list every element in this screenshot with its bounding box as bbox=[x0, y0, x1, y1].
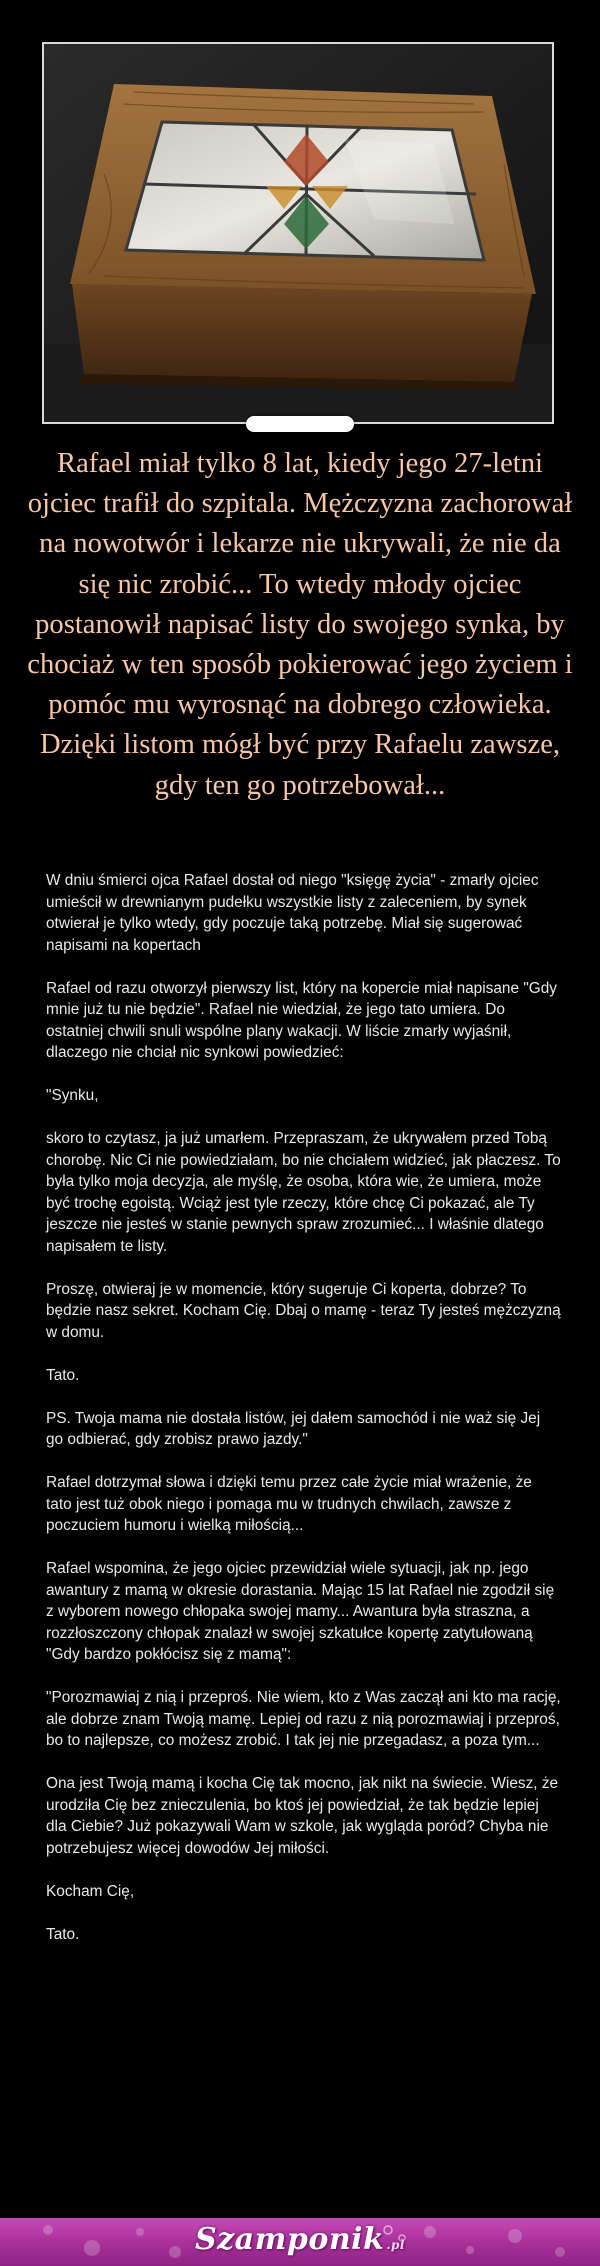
image-slider-indicator bbox=[246, 416, 354, 432]
site-logo[interactable] bbox=[0, 2222, 600, 2257]
article-paragraph: Tato. bbox=[46, 1366, 80, 1384]
article-paragraph: Kocham Cię, bbox=[46, 1882, 135, 1900]
article-paragraph: PS. Twoja mama nie dostała listów, jej dałem samochód i nie waż się Jej go odbierać, gdy zrobisz prawo jazdy." bbox=[46, 1409, 541, 1448]
site-logo-text: Szamponik bbox=[194, 2222, 385, 2257]
footer-banner[interactable] bbox=[0, 2218, 600, 2266]
article-paragraph: Rafael od razu otworzył pierwszy list, który na kopercie miał napisane "Gdy mnie już tu nie będzie". Rafael nie wiedział, że jego tato umiera. Do ostatniej chwili snuli wspólne plany wakacji. W liście zmarły wyjaśnił, dlaczego nie chciał nic synkowi powiedzieć: bbox=[46, 979, 558, 1061]
article-paragraph: "Porozmawiaj z nią i przeproś. Nie wiem, kto z Was zaczął ani kto ma rację, ale dobrze znam Twoją mamę. Lepiej od razu z nią porozmawiaj i przeproś, bo to najlepsze, co możesz zrobić. I tak jej nie przegadasz, a poza tym... bbox=[46, 1689, 561, 1749]
article-paragraph: "Synku, bbox=[46, 1087, 99, 1104]
site-logo-tld: .pl bbox=[386, 2238, 405, 2252]
article-body bbox=[46, 870, 561, 1967]
article-paragraph: Ona jest Twoją mamą i kocha Cię tak mocno, jak nikt na świecie. Wiesz, że urodziła Cię bez znieczulenia, bo ktoś jej powiedział, że tak będzie lepiej dla Ciebie? Już pokazywali Wam w szkole, jak wygląda poród? Chyba nie potrzebujesz więcej dowodów Jej miłości. bbox=[46, 1775, 559, 1857]
article-paragraph: Rafael wspomina, że jego ojciec przewidział wiele sytuacji, jak np. jego awantury z mamą w okresie dorastania. Mając 15 lat Rafael nie zgodził się z wyborem nowego chłopaka swojej mamy... Awantura była straszna, a rozzłoszczony chłopak znalazł w swojej szkatułce kopertę zatytułowaną "Gdy bardzo pokłócisz się z mamą": bbox=[46, 1560, 555, 1663]
article-paragraph: Proszę, otwieraj je w momencie, który sugeruje Ci koperta, dobrze? To będzie nasz sekret. Kocham Cię. Dbaj o mamę - teraz Ty jesteś mężczyzną w domu. bbox=[46, 1280, 561, 1341]
wooden-box-icon bbox=[44, 44, 552, 422]
article-paragraph: Tato. bbox=[46, 1925, 80, 1943]
article-paragraph: Rafael dotrzymał słowa i dzięki temu przez całe życie miał wrażenie, że tato jest tuż obok niego i pomaga mu w trudnych chwilach, zawsze z poczuciem humoru i wielką miłością... bbox=[46, 1474, 532, 1534]
article-paragraph: skoro to czytasz, ja już umarłem. Przepraszam, że ukrywałem przed Tobą chorobę. Nic Ci nie powiedziałam, bo nie chciałem widzieć, jak płaczesz. To była tylko moja decyzja, ale myślę, że osoba, która wie, że umiera, może być trochę egoistą. Wciąż jest tyle rzeczy, które chcę Ci pokazać, ale Ty jeszcze nie jesteś w stanie pewnych spraw zrozumieć... I właśnie dlatego napisałem te listy. bbox=[46, 1130, 561, 1255]
headline: Rafael miał tylko 8 lat, kiedy jego 27-letni ojciec trafił do szpitala. Mężczyzna zachorował na nowotwór i lekarze nie ukrywali, że nie da się nic zrobić... To wtedy młody ojciec postanowił napisać listy do swojego synka, by chociaż w ten sposób pokierować jego życiem i pomóc mu wyrosnąć na dobrego człowieka. Dzięki listom mógł być przy Rafaelu zawsze, gdy ten go potrzebował... bbox=[27, 448, 573, 801]
article-paragraph: W dniu śmierci ojca Rafael dostał od niego "księgę życia" - zmarły ojciec umieścił w drewnianym pudełku wszystkie listy z zaleceniem, by synek otwierał je tylko wtedy, gdy poczuje taką potrzebę. Miał się sugerować napisami na kopertach bbox=[46, 872, 539, 954]
wooden-box-photo bbox=[42, 42, 554, 424]
